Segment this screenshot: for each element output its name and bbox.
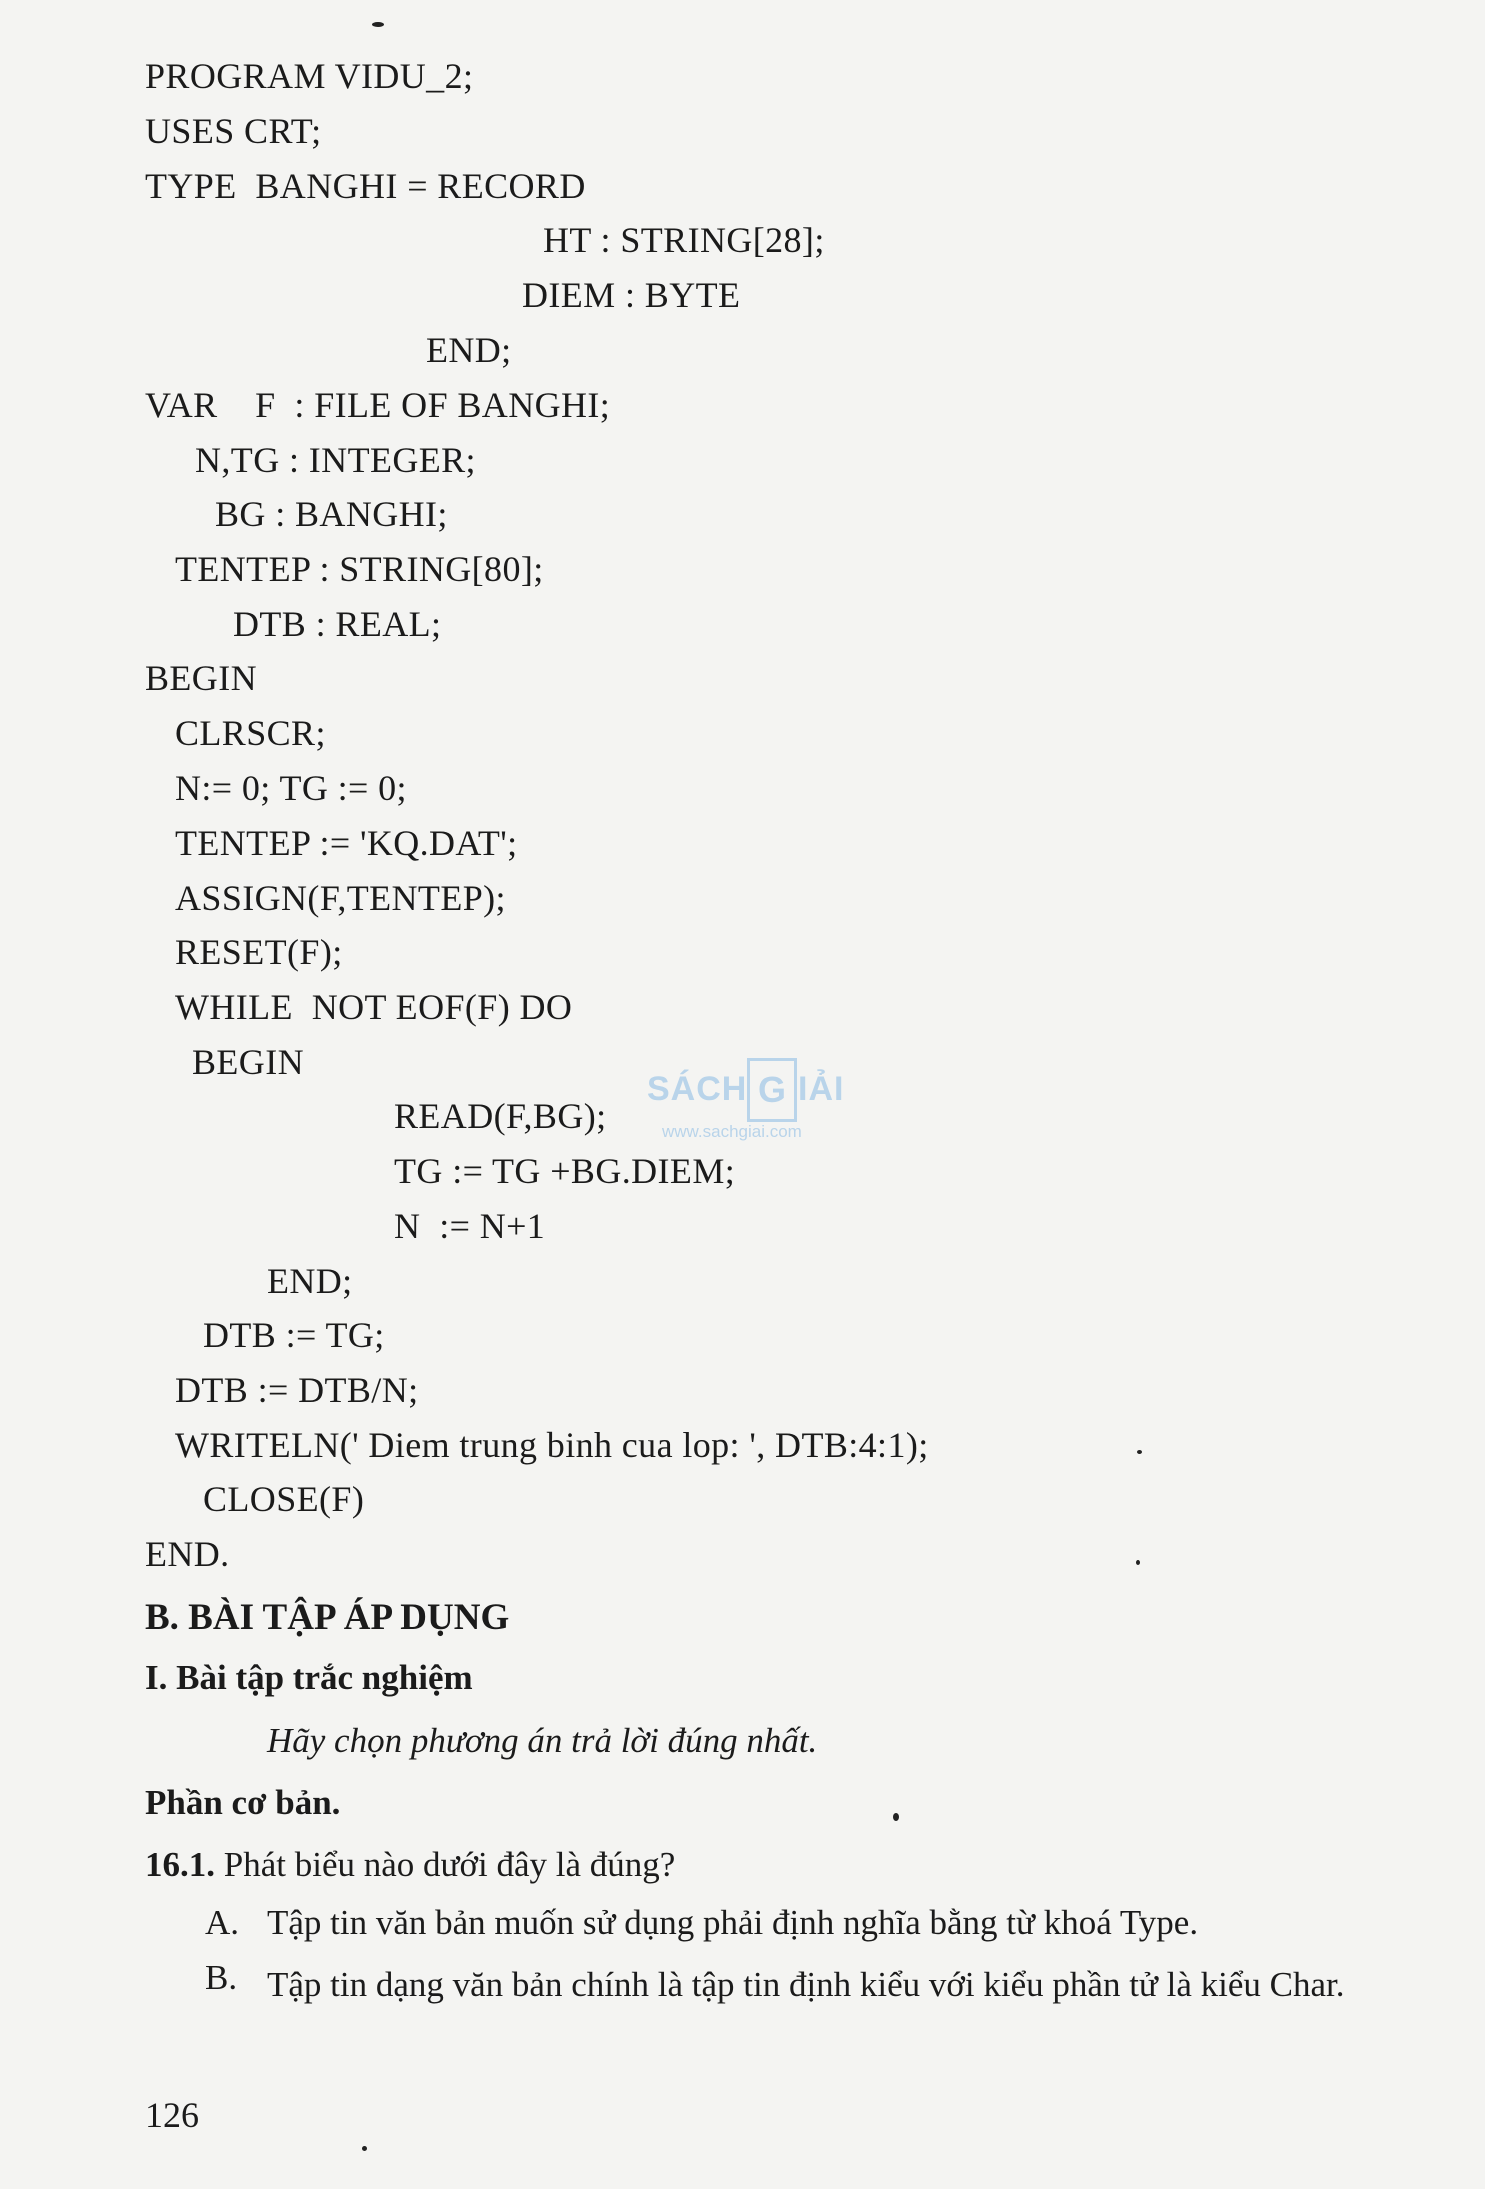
code-line: N,TG : INTEGER; [195, 440, 476, 480]
scan-speck [893, 1813, 899, 1821]
page-number: 126 [145, 2095, 199, 2135]
code-line: BG : BANGHI; [215, 494, 448, 534]
section-heading: B. BÀI TẬP ÁP DỤNG [145, 1597, 510, 1638]
code-line: TENTEP : STRING[80]; [175, 549, 544, 589]
code-line: END; [426, 330, 512, 370]
code-line: N:= 0; TG := 0; [175, 768, 407, 808]
option-letter: B. [205, 1958, 238, 1997]
question-number: 16.1. [145, 1845, 215, 1884]
option-letter: A. [205, 1903, 240, 1942]
instruction-text: Hãy chọn phương án trả lời đúng nhất. [267, 1721, 818, 1760]
code-line: CLRSCR; [175, 713, 326, 753]
code-line: TYPE BANGHI = RECORD [145, 166, 586, 206]
scan-speck [1137, 1450, 1142, 1454]
watermark-logo [640, 1050, 850, 1160]
code-line: BEGIN [145, 658, 257, 698]
code-line: VAR F : FILE OF BANGHI; [145, 385, 611, 425]
watermark-text-left: SÁCH [647, 1070, 748, 1108]
code-line: DTB := DTB/N; [175, 1370, 419, 1410]
question-text: Phát biểu nào dưới đây là đúng? [223, 1845, 676, 1884]
watermark-text-right: IẢI [798, 1070, 845, 1108]
answer-option-b [205, 1958, 1425, 2068]
code-line: USES CRT; [145, 111, 322, 151]
question-16-1 [145, 1845, 675, 1885]
watermark-g-box: G [747, 1058, 797, 1122]
scan-speck [1136, 1560, 1140, 1565]
code-line: DTB : REAL; [233, 604, 442, 644]
code-line: BEGIN [192, 1042, 304, 1082]
code-line: ASSIGN(F,TENTEP); [175, 878, 506, 918]
code-line: RESET(F); [175, 932, 343, 972]
code-line: TG := TG +BG.DIEM; [394, 1151, 736, 1191]
code-line: END; [267, 1261, 353, 1301]
code-line: READ(F,BG); [394, 1096, 607, 1136]
code-line: TENTEP := 'KQ.DAT'; [175, 823, 518, 863]
watermark-url: www.sachgiai.com [662, 1122, 802, 1141]
part-heading: Phần cơ bản. [145, 1783, 341, 1822]
code-line: CLOSE(F) [203, 1479, 365, 1519]
subsection-heading: I. Bài tập trắc nghiệm [145, 1658, 473, 1697]
option-text: Tập tin dạng văn bản chính là tập tin định kiểu với kiểu phần tử là kiểu Char. [267, 1965, 1345, 2004]
code-line: WHILE NOT EOF(F) DO [175, 987, 573, 1027]
option-text: Tập tin văn bản muốn sử dụng phải định nghĩa bằng từ khoá Type. [267, 1903, 1199, 1942]
scan-speck [362, 2146, 367, 2151]
code-line: DTB := TG; [203, 1315, 385, 1355]
code-line: END. [145, 1534, 230, 1574]
scan-speck [372, 22, 384, 27]
code-line: PROGRAM VIDU_2; [145, 56, 474, 96]
code-line: WRITELN(' Diem trung binh cua lop: ', DTB:4:1); [175, 1425, 929, 1465]
code-line: DIEM : BYTE [522, 275, 741, 315]
answer-option-a [205, 1903, 1405, 1951]
code-line: HT : STRING[28]; [543, 220, 825, 260]
code-line: N := N+1 [394, 1206, 546, 1246]
